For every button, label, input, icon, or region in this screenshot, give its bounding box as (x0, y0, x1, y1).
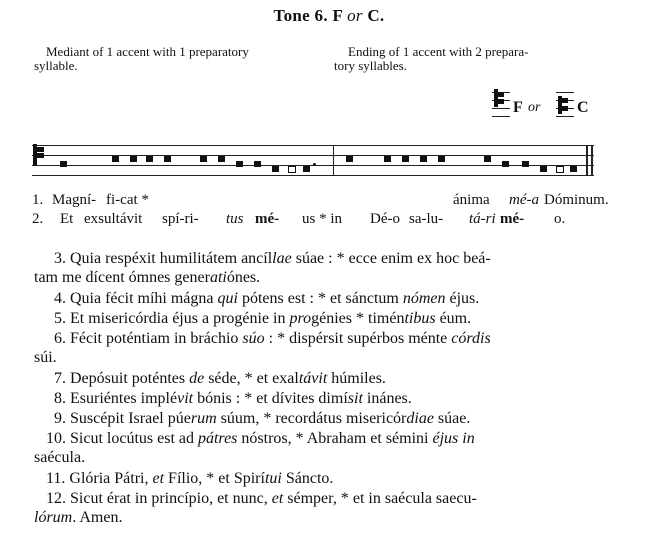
verse-6-line2: súi. (34, 349, 57, 366)
bar-line (333, 145, 334, 176)
lyric-word: Dóminum. (544, 192, 609, 208)
lyric-word: mé- (255, 211, 280, 227)
title-or: or (347, 6, 363, 25)
final-bar-line (586, 145, 588, 176)
verse-3-line1: 3. Quia respéxit humilitátem ancíllae súae : * ecce enim ex hoc beá- (54, 250, 491, 267)
title-prefix: Tone 6. (273, 6, 328, 25)
note (146, 156, 153, 162)
note (130, 156, 137, 162)
note (60, 161, 67, 167)
lyric-word: Dé-o (370, 211, 400, 227)
lyric-word: o. (554, 211, 566, 227)
note (272, 166, 279, 172)
lyric-word: Et (60, 211, 74, 227)
final-bar-line (591, 145, 593, 176)
note (570, 166, 577, 172)
verse-4: 4. Quia fécit míhi mágna qui pótens est : * et sánctum nómen éjus. (54, 290, 480, 307)
verse-6-line1: 6. Fécit poténtiam in bráchio súo : * dispérsit supérbos ménte córdis (54, 330, 491, 347)
note (346, 156, 353, 162)
dot (313, 163, 316, 166)
note (438, 156, 445, 162)
verse-12-line2: lórum. Amen. (34, 509, 123, 526)
lyric-word: tá-ri (469, 211, 496, 227)
lyric-word: mé- (500, 211, 525, 227)
note (218, 156, 225, 162)
note (236, 161, 243, 167)
note (200, 156, 207, 162)
note-hollow (288, 166, 296, 173)
note-hollow (556, 166, 564, 173)
note (502, 161, 509, 167)
note (164, 156, 171, 162)
title-f: F (332, 6, 343, 25)
note (112, 156, 119, 162)
note (384, 156, 391, 162)
note (254, 161, 261, 167)
verse-3-line2: tam me dícent ómnes generatiónes. (34, 269, 261, 286)
verse-7: 7. Depósuit poténtes de séde, * et exaltávit húmiles. (54, 370, 386, 387)
mediant-header-line2: syllable. (34, 58, 78, 73)
note (402, 156, 409, 162)
lyric-line-1: 1. (32, 192, 44, 208)
verse-8: 8. Esuriéntes implévit bónis : * et dívites dimísit inánes. (54, 390, 412, 407)
lyric-word: fi-cat * (106, 192, 149, 208)
page-title (0, 6, 658, 26)
mediant-header-line1: Mediant of 1 accent with 1 preparatory (46, 44, 249, 59)
verse-9: 9. Suscépit Israel púerum súum, * recordátus misericórdiae súae. (54, 410, 471, 427)
verse-10-line1: 10. Sicut locútus est ad pátres nóstros, * Abraham et sémini éjus in (46, 430, 475, 447)
clef-or-label: or (528, 100, 541, 115)
verse-11: 11. Glória Pátri, et Fílio, * et Spirítui Sáncto. (46, 470, 334, 487)
verse-5: 5. Et misericórdia éjus a progénie in progénies * timéntibus éum. (54, 310, 472, 327)
ending-header-line2: tory syllables. (334, 58, 407, 73)
lyric-word: spí-ri- (162, 211, 199, 227)
note (522, 161, 529, 167)
lyric-word: ánima (453, 192, 490, 208)
note (303, 166, 310, 172)
ending-header-line1: Ending of 1 accent with 2 prepara- (348, 44, 529, 59)
lyric-word: exsultávit (84, 211, 143, 227)
verse-12-line1: 12. Sicut érat in princípio, et nunc, et sémper, * et in saécula saecu- (46, 490, 477, 507)
verse-10-line2: saécula. (34, 449, 86, 466)
lyric-word: Magní- (52, 192, 97, 208)
lyric-word: sa-lu- (409, 211, 444, 227)
note (484, 156, 491, 162)
lyric-word: us * in (302, 211, 343, 227)
lyric-word: mé-a (509, 192, 539, 208)
note (420, 156, 427, 162)
clef-c-label: C (577, 99, 589, 116)
lyric-number: 2. (32, 211, 44, 227)
title-c: C. (367, 6, 385, 25)
clef-f-label: F (513, 99, 523, 116)
note (540, 166, 547, 172)
lyric-word: tus (226, 211, 244, 227)
